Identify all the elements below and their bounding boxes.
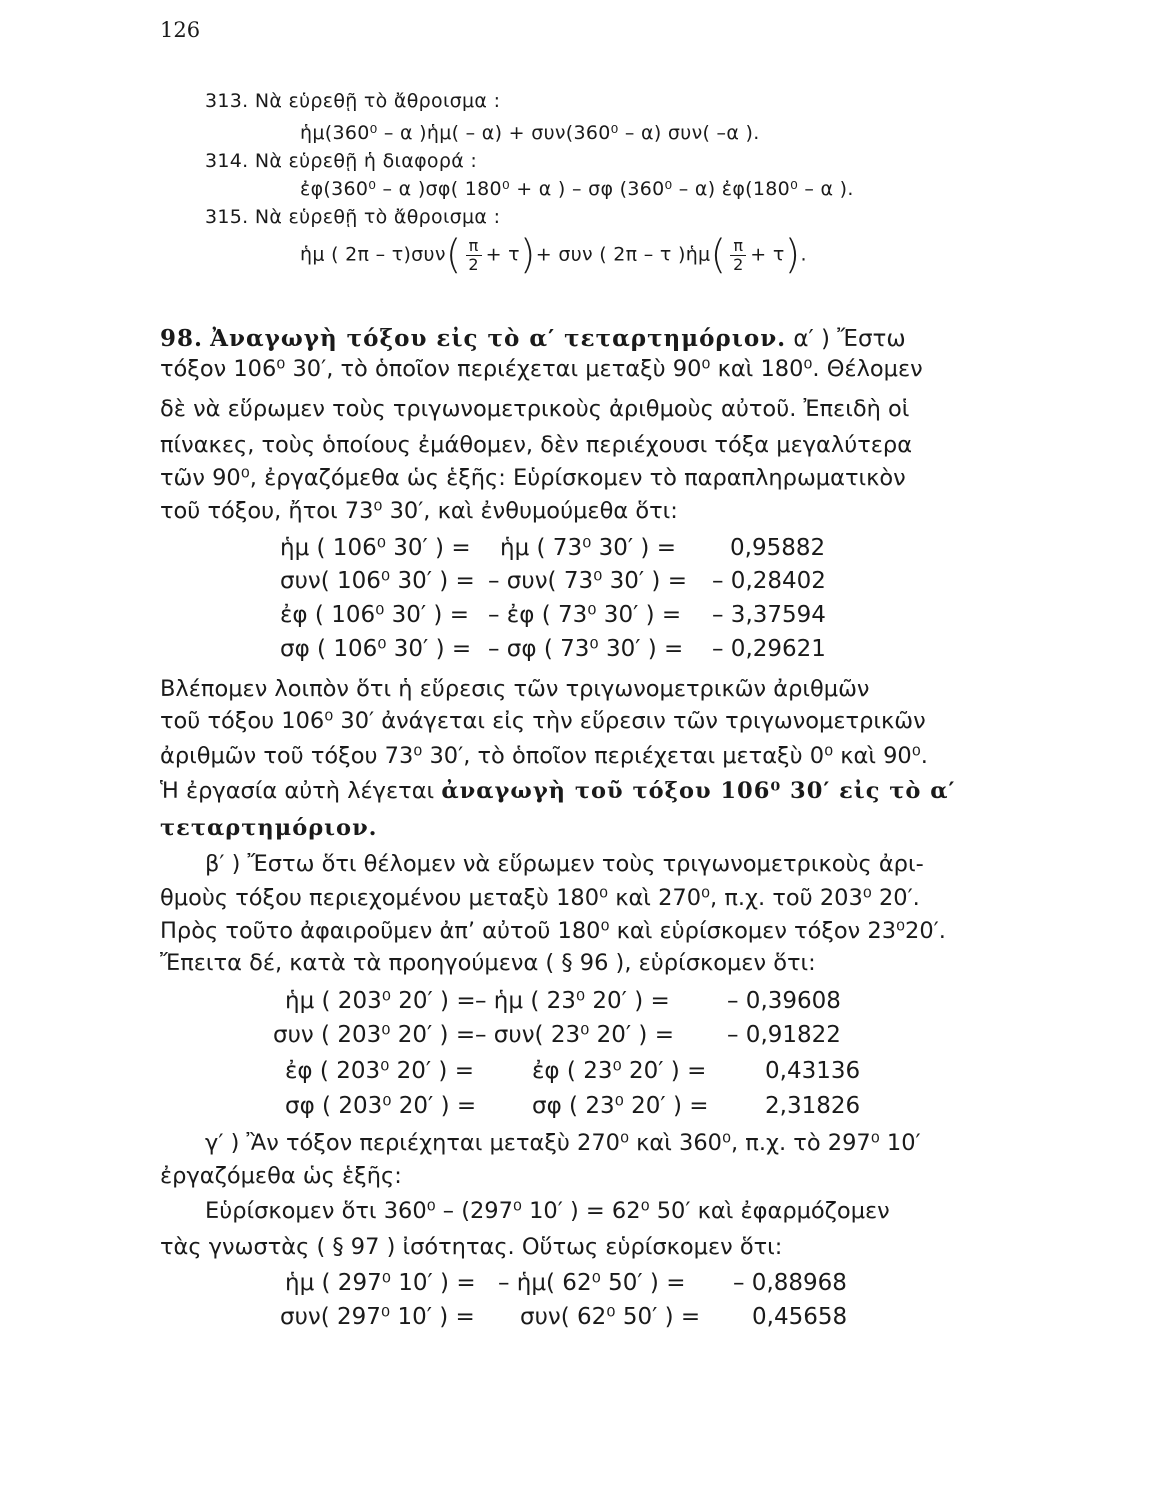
- paragraph-line: Ἔπειτα δέ, κατὰ τὰ προηγούμενα ( § 96 ), εὑρίσκομεν ὅτι:: [160, 950, 816, 976]
- exercise-313-formula: ἡμ(360⁰ – α )ἡμ( – α) + συν(360⁰ – α) συν( –α ).: [300, 122, 760, 144]
- case-a-intro: α′ ) Ἔστω: [793, 326, 906, 352]
- bold-term-continued: τεταρτημόριον.: [160, 815, 378, 841]
- paragraph-line: θμοὺς τόξου περιεχομένου μεταξὺ 180⁰ καὶ 270⁰, π.χ. τοῦ 203⁰ 20′.: [160, 885, 920, 911]
- paragraph-line: πίνακες, τοὺς ὁποίους ἐμάθομεν, δὲν περιέχουσι τόξα μεγαλύτερα: [160, 432, 913, 458]
- bold-term: ἀναγωγὴ τοῦ τόξου 106⁰ 30′ εἰς τὸ α′: [441, 778, 956, 804]
- paragraph-line: Πρὸς τοῦτο ἀφαιροῦμεν ἀπ’ αὐτοῦ 180⁰ καὶ εὑρίσκομεν τόξον 23⁰20′.: [160, 918, 946, 944]
- section-heading-line: [160, 327, 906, 351]
- exercise-314-formula: ἐφ(360⁰ – α )σφ( 180⁰ + α ) – σφ (360⁰ – α) ἐφ(180⁰ – α ).: [300, 178, 854, 200]
- paragraph-line: β′ ) Ἔστω ὅτι θέλομεν νὰ εὕρωμεν τοὺς τριγωνομετρικοὺς ἀρι-: [205, 851, 924, 877]
- exercise-315-label: 315. Νὰ εὑρεθῇ τὸ ἄθροισμα :: [205, 206, 501, 228]
- fraction-pi-over-2: $\frac{\pi}{2}$: [730, 237, 746, 273]
- paragraph-line: Ἡ ἐργασία αὐτὴ λέγεται ἀναγωγὴ τοῦ τόξου 106⁰ 30′ εἰς τὸ α′: [160, 778, 956, 804]
- paragraph-line: Εὑρίσκομεν ὅτι 360⁰ – (297⁰ 10′ ) = 62⁰ 50′ καὶ ἐφαρμόζομεν: [205, 1198, 890, 1224]
- paragraph-line: τοῦ τόξου, ἤτοι 73⁰ 30′, καὶ ἐνθυμούμεθα ὅτι:: [160, 498, 678, 524]
- paragraph-line: τὰς γνωστὰς ( § 97 ) ἰσότητας. Οὕτως εὑρίσκομεν ὅτι:: [160, 1234, 783, 1260]
- paragraph-line: τόξον 106⁰ 30′, τὸ ὁποῖον περιέχεται μεταξὺ 90⁰ καὶ 180⁰. Θέλομεν: [160, 356, 923, 382]
- paragraph-line: ἐργαζόμεθα ὡς ἑξῆς:: [160, 1163, 402, 1189]
- paragraph-line: Βλέπομεν λοιπὸν ὅτι ἡ εὕρεσις τῶν τριγωνομετρικῶν ἀριθμῶν: [160, 676, 870, 702]
- exercise-315-formula: ἡμ ( 2π – τ)συν( $\frac{\pi}{2}$ + τ)+ συν ( 2π – τ )ἡμ( $\frac{\pi}{2}$ + τ).: [300, 232, 807, 278]
- fraction-pi-over-2: $\frac{\pi}{2}$: [466, 237, 482, 273]
- paragraph-line: γ′ ) Ἂν τόξον περιέχηται μεταξὺ 270⁰ καὶ 360⁰, π.χ. τὸ 297⁰ 10′: [205, 1130, 921, 1156]
- paragraph-line: τῶν 90⁰, ἐργαζόμεθα ὡς ἑξῆς: Εὑρίσκομεν τὸ παραπληρωματικὸν: [160, 465, 906, 491]
- exercise-314-label: 314. Νὰ εὑρεθῇ ἡ διαφορά :: [205, 150, 478, 172]
- paragraph-line: ἀριθμῶν τοῦ τόξου 73⁰ 30′, τὸ ὁποῖον περιέχεται μεταξὺ 0⁰ καὶ 90⁰.: [160, 743, 928, 769]
- page-number: 126: [160, 18, 201, 42]
- section-title: Ἀναγωγὴ τόξου εἰς τὸ α′ τεταρτημόριον.: [210, 325, 787, 352]
- paragraph-line: τοῦ τόξου 106⁰ 30′ ἀνάγεται εἰς τὴν εὕρεσιν τῶν τριγωνομετρικῶν: [160, 708, 926, 734]
- exercise-313-label: 313. Νὰ εὑρεθῇ τὸ ἄθροισμα :: [205, 90, 501, 112]
- paragraph-line: δὲ νὰ εὕρωμεν τοὺς τριγωνομετρικοὺς ἀριθμοὺς αὐτοῦ. Ἐπειδὴ οἱ: [160, 396, 910, 422]
- section-number: 98.: [160, 325, 204, 352]
